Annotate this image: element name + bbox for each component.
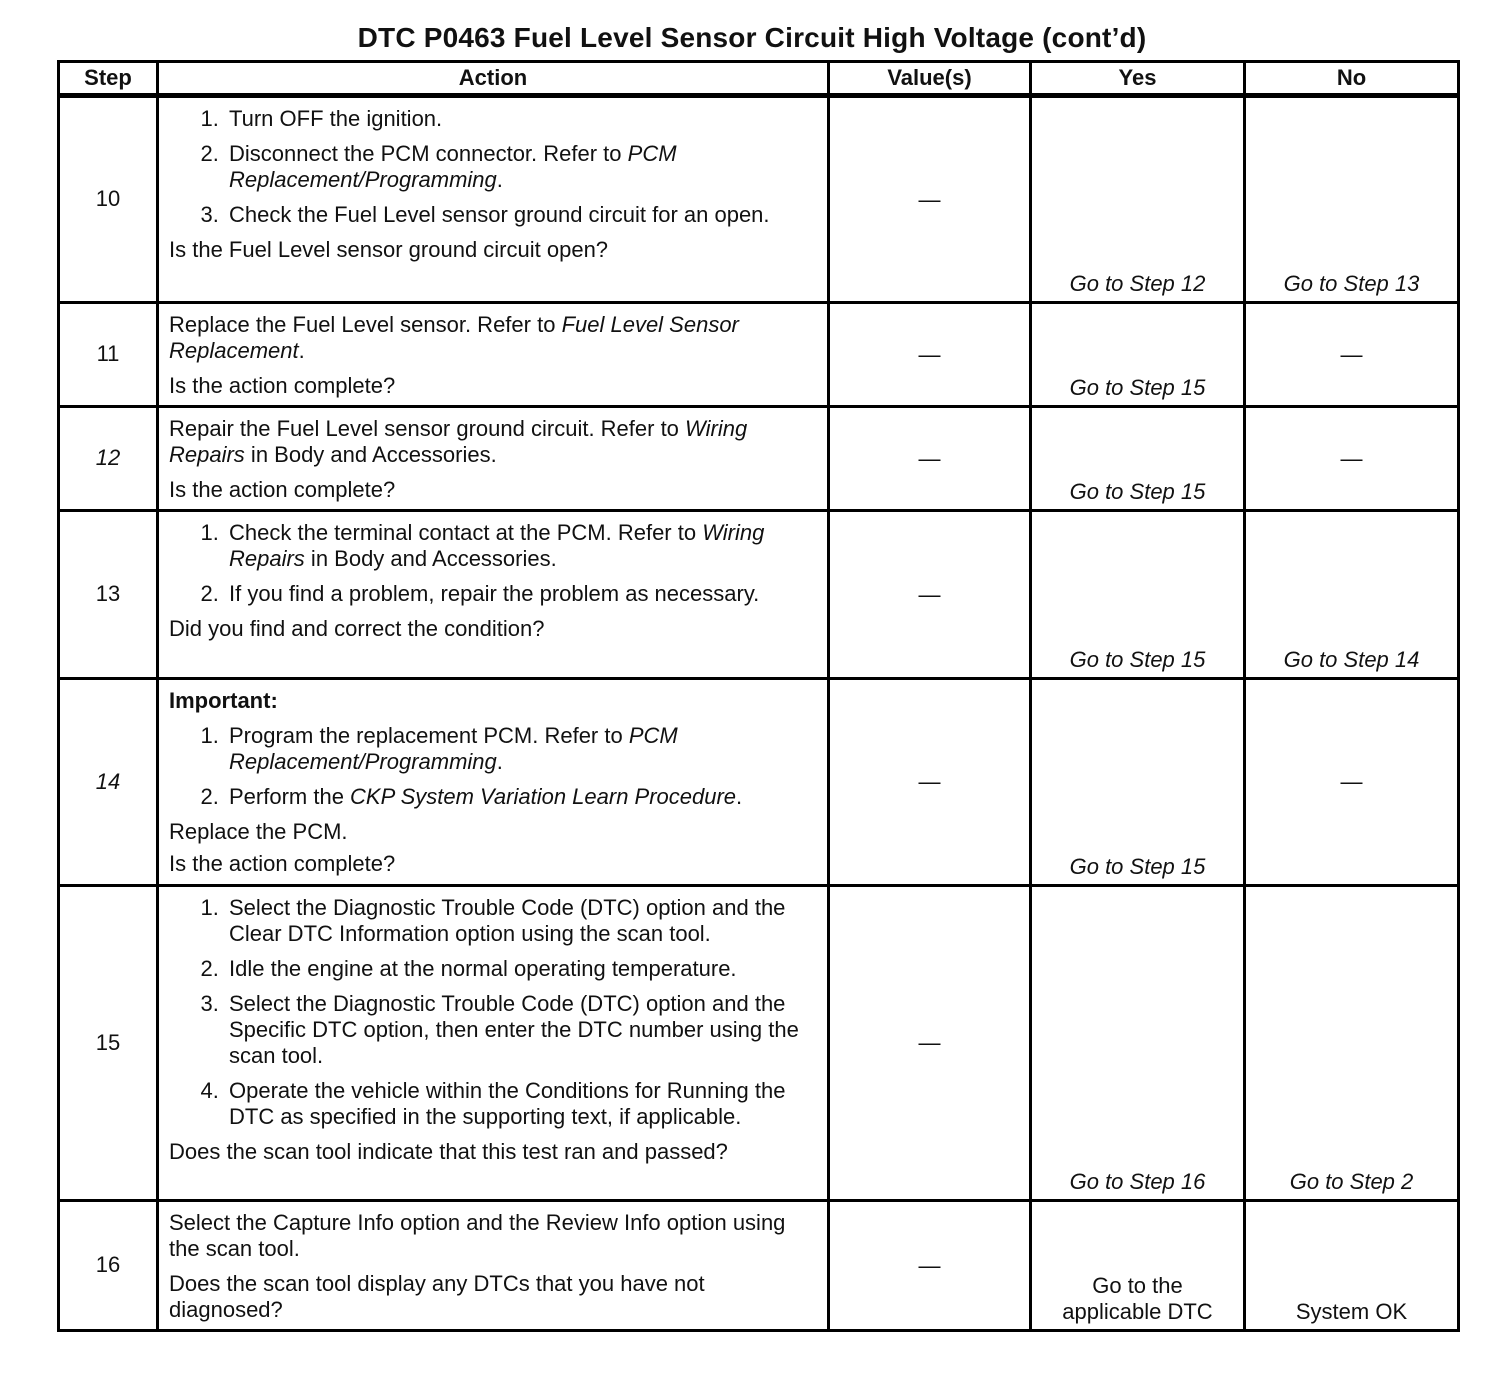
table-row: [59, 679, 1459, 886]
action-text: Replace the Fuel Level sensor. Refer to Fuel Level Sensor Replacement.: [169, 312, 739, 363]
diagnostic-table: [57, 60, 1460, 1332]
yes-cell: Go to Step 15: [1031, 303, 1245, 407]
question: Is the action complete?: [169, 851, 396, 876]
action-cell: [158, 303, 829, 407]
header-row: [59, 62, 1459, 96]
table-row: [59, 886, 1459, 1201]
reference-link: PCM Replacement/Programming: [229, 141, 677, 192]
value-cell: —: [829, 96, 1031, 303]
header-yes: Yes: [1031, 62, 1245, 96]
action-cell: [158, 407, 829, 511]
value-cell: —: [829, 303, 1031, 407]
no-cell: Go to Step 13: [1245, 96, 1459, 303]
reference-link: CKP System Variation Learn Procedure: [350, 784, 737, 809]
value-cell: —: [829, 886, 1031, 1201]
list-item: 1. Check the terminal contact at the PCM. Refer to Wiring Repairs in Body and Accessories.: [225, 520, 819, 572]
page-title: DTC P0463 Fuel Level Sensor Circuit High Voltage (cont’d): [357, 22, 1147, 53]
reference-link: Fuel Level Sensor Replacement: [169, 312, 739, 363]
action-list: [169, 723, 819, 810]
header-step: Step: [59, 62, 158, 96]
reference-link: Wiring Repairs: [229, 520, 765, 571]
yes-cell: Go to Step 16: [1031, 886, 1245, 1201]
no-cell: —: [1245, 303, 1459, 407]
list-item: 2. If you find a problem, repair the problem as necessary.: [225, 581, 819, 607]
header-values: Value(s): [829, 62, 1031, 96]
header-action: Action: [158, 62, 829, 96]
value-cell: —: [829, 407, 1031, 511]
table-row: [59, 511, 1459, 679]
yes-cell: Go to the applicable DTC: [1031, 1201, 1245, 1331]
question: Did you find and correct the condition?: [169, 616, 545, 641]
action-list: [169, 106, 819, 228]
action-list: [169, 520, 819, 607]
reference-link: Wiring Repairs: [169, 416, 748, 467]
action-cell: [158, 511, 829, 679]
list-item: 3. Check the Fuel Level sensor ground circuit for an open.: [225, 202, 819, 228]
action-cell: [158, 886, 829, 1201]
yes-cell: Go to Step 15: [1031, 407, 1245, 511]
question: Does the scan tool display any DTCs that you have not diagnosed?: [169, 1271, 705, 1322]
value-cell: —: [829, 1201, 1031, 1331]
step-number: 15: [59, 886, 158, 1201]
table-row: [59, 1201, 1459, 1331]
question: Is the action complete?: [169, 373, 396, 398]
list-item: 2. Perform the CKP System Variation Learn Procedure.: [225, 784, 819, 810]
list-item: 1. Program the replacement PCM. Refer to PCM Replacement/Programming.: [225, 723, 819, 775]
table-row: [59, 303, 1459, 407]
step-number: 14: [59, 679, 158, 886]
yes-cell: Go to Step 15: [1031, 679, 1245, 886]
no-cell: Go to Step 2: [1245, 886, 1459, 1201]
list-item: 1. Select the Diagnostic Trouble Code (DTC) option and the Clear DTC Information option using the scan tool.: [225, 895, 819, 947]
important-label: Important:: [169, 688, 278, 713]
action-statement: Replace the PCM.: [169, 819, 348, 844]
no-cell: Go to Step 14: [1245, 511, 1459, 679]
step-number: 11: [59, 303, 158, 407]
value-cell: —: [829, 511, 1031, 679]
step-number: 16: [59, 1201, 158, 1331]
list-item: 2. Idle the engine at the normal operating temperature.: [225, 956, 819, 982]
action-list: [169, 895, 819, 1130]
step-number: 10: [59, 96, 158, 303]
action-cell: [158, 1201, 829, 1331]
reference-link: PCM Replacement/Programming: [229, 723, 678, 774]
action-text: Select the Capture Info option and the Review Info option using the scan tool.: [169, 1210, 786, 1261]
question: Does the scan tool indicate that this test ran and passed?: [169, 1139, 728, 1164]
action-cell: [158, 96, 829, 303]
list-item: 2. Disconnect the PCM connector. Refer to PCM Replacement/Programming.: [225, 141, 819, 193]
question: Is the action complete?: [169, 477, 396, 502]
no-cell: —: [1245, 679, 1459, 886]
no-cell: —: [1245, 407, 1459, 511]
question: Is the Fuel Level sensor ground circuit open?: [169, 237, 609, 262]
action-text: Repair the Fuel Level sensor ground circuit. Refer to Wiring Repairs in Body and Accessories.: [169, 416, 748, 467]
table-row: [59, 96, 1459, 303]
list-item: 1. Turn OFF the ignition.: [225, 106, 819, 132]
action-cell: [158, 679, 829, 886]
yes-cell: Go to Step 15: [1031, 511, 1245, 679]
step-number: 12: [59, 407, 158, 511]
yes-cell: Go to Step 12: [1031, 96, 1245, 303]
table-row: [59, 407, 1459, 511]
step-number: 13: [59, 511, 158, 679]
no-cell: System OK: [1245, 1201, 1459, 1331]
header-no: No: [1245, 62, 1459, 96]
value-cell: —: [829, 679, 1031, 886]
list-item: 4. Operate the vehicle within the Conditions for Running the DTC as specified in the supporting text, if applicable.: [225, 1078, 819, 1130]
list-item: 3. Select the Diagnostic Trouble Code (DTC) option and the Specific DTC option, then enter the DTC number using the scan tool.: [225, 991, 819, 1069]
